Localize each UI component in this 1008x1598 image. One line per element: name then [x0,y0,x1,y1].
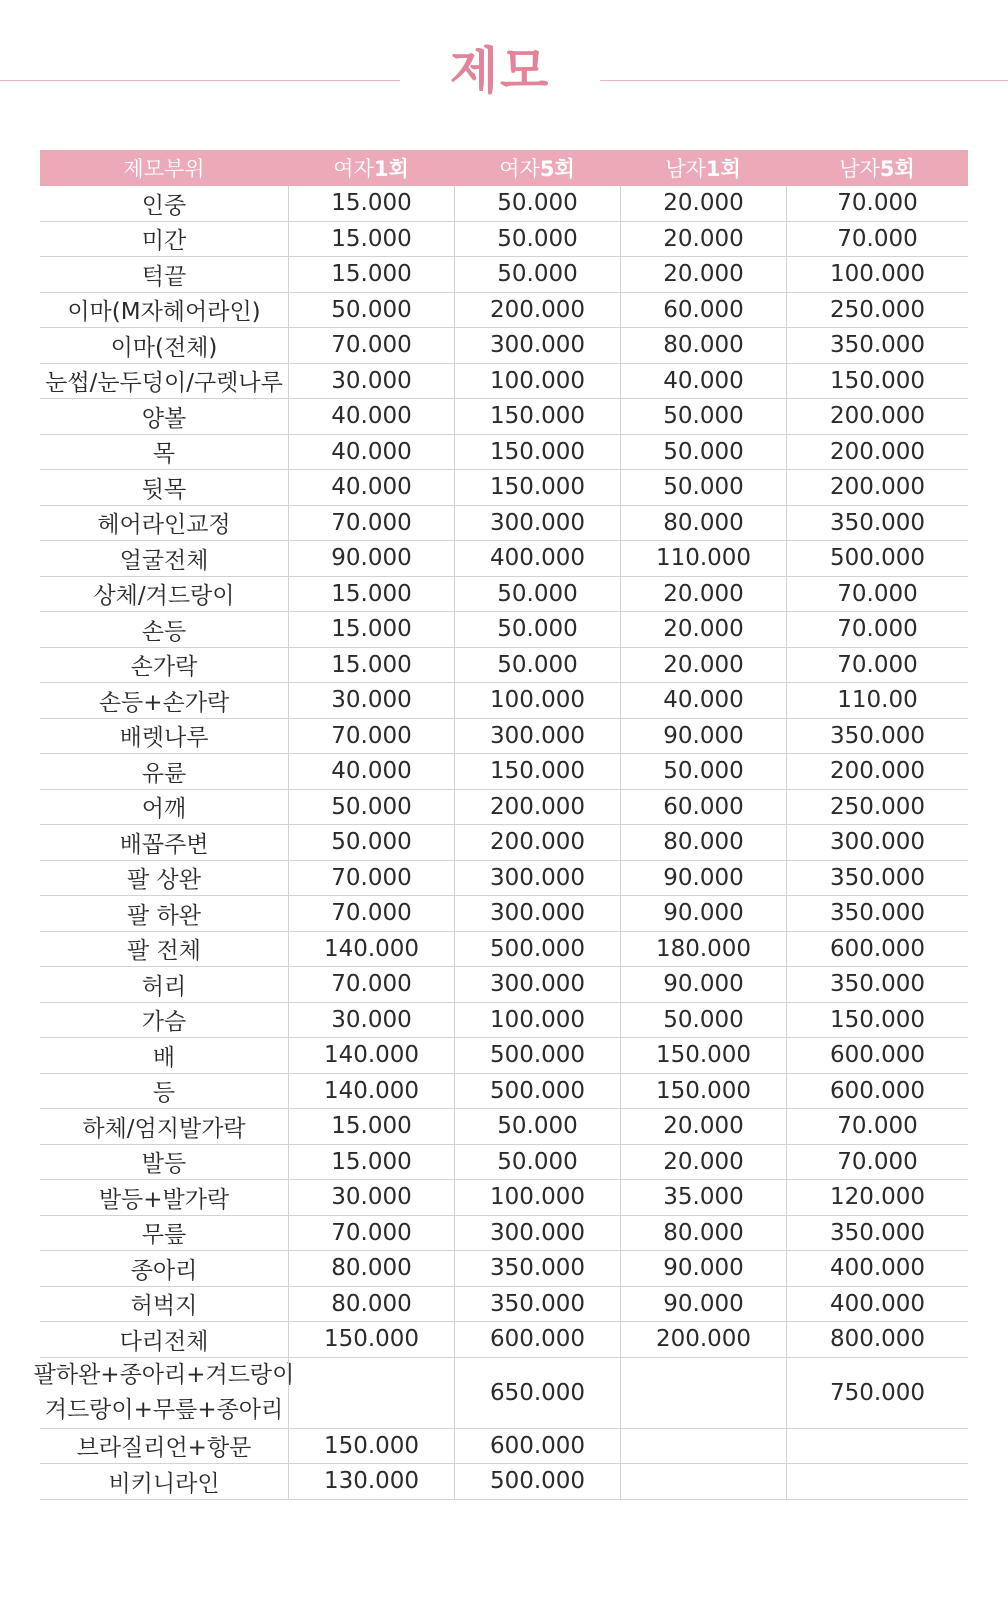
female-5-cell: 100.000 [454,364,620,399]
male-5-cell: 200.000 [786,754,968,789]
male-1-cell [620,1429,786,1464]
female-1-cell: 40.000 [288,435,454,470]
female-1-cell: 130.000 [288,1464,454,1499]
table-row [40,1180,968,1216]
female-5-cell: 200.000 [454,790,620,825]
table-row [40,1322,968,1358]
table-row [40,470,968,506]
table-row [40,754,968,790]
area-cell: 미간 [141,228,187,255]
male-1-cell: 50.000 [620,1003,786,1038]
male-1-cell: 50.000 [620,470,786,505]
table-row [40,1145,968,1181]
area-cell: 무릎 [141,1222,187,1249]
female-5-cell: 200.000 [454,825,620,860]
table-row [40,1287,968,1323]
female-5-cell: 50.000 [454,648,620,683]
female-5-cell: 400.000 [454,541,620,576]
female-1-cell: 150.000 [288,1322,454,1357]
female-1-cell: 80.000 [288,1251,454,1286]
male-5-cell: 120.000 [786,1180,968,1215]
table-tail [40,1429,968,1500]
table-row [40,896,968,932]
header-male-1: 남자 1회 [665,157,741,181]
table-row [40,1003,968,1039]
female-1-cell: 140.000 [288,1074,454,1109]
area-cell: 팔 상완 [127,867,201,894]
male-5-cell: 200.000 [786,470,968,505]
male-1-cell: 20.000 [620,186,786,221]
male-5-cell: 400.000 [786,1287,968,1322]
female-1-cell: 150.000 [288,1429,454,1464]
male-1-cell: 40.000 [620,364,786,399]
female-1-cell: 15.000 [288,1145,454,1180]
female-1-cell: 70.000 [288,967,454,1002]
female-5-cell: 150.000 [454,754,620,789]
table-row [40,683,968,719]
male-5-cell: 250.000 [786,293,968,328]
male-5-cell: 150.000 [786,364,968,399]
female-5-cell: 50.000 [454,577,620,612]
male-5-cell: 250.000 [786,790,968,825]
area-cell: 손등 [141,618,187,645]
area-cell: 얼굴전체 [119,547,209,574]
female-1-cell: 15.000 [288,648,454,683]
female-5-cell: 50.000 [454,1109,620,1144]
area-cell: 등 [152,1080,176,1107]
male-5-cell: 350.000 [786,719,968,754]
female-5-cell: 300.000 [454,506,620,541]
male-1-cell: 180.000 [620,932,786,967]
area-cell: 턱끝 [141,263,187,290]
male-5-cell: 400.000 [786,1251,968,1286]
area-cell: 발등 [141,1151,187,1178]
male-1-cell: 90.000 [620,861,786,896]
male-5-cell: 350.000 [786,506,968,541]
female-1-cell: 70.000 [288,861,454,896]
male-1-cell: 20.000 [620,1145,786,1180]
female-5-cell: 50.000 [454,222,620,257]
table-row [40,861,968,897]
female-1-cell: 70.000 [288,1216,454,1251]
male-1-cell: 50.000 [620,399,786,434]
area-cell: 허벅지 [130,1293,198,1320]
area-cell: 이마(전체) [110,334,218,361]
table-row [40,577,968,613]
male-5-cell: 600.000 [786,932,968,967]
female-1-cell: 80.000 [288,1287,454,1322]
area-cell: 다리전체 [119,1328,209,1355]
area-cell: 뒷목 [141,476,187,503]
male-1-cell: 20.000 [620,257,786,292]
table-row [40,293,968,329]
table-row [40,932,968,968]
title-area [0,40,1008,120]
male-5-cell: 70.000 [786,186,968,221]
table-row [40,719,968,755]
male-5-cell: 200.000 [786,399,968,434]
table-row [40,364,968,400]
female-5-cell: 300.000 [454,861,620,896]
table-row [40,1216,968,1252]
male-1-cell: 80.000 [620,825,786,860]
table-row [40,328,968,364]
female-5-cell: 300.000 [454,896,620,931]
female-5-cell: 500.000 [454,1038,620,1073]
female-1-cell: 30.000 [288,1180,454,1215]
table-row [40,612,968,648]
table-row [40,541,968,577]
table-row [40,790,968,826]
female-5-cell: 350.000 [454,1251,620,1286]
male-5-cell: 200.000 [786,435,968,470]
male-1-cell: 150.000 [620,1038,786,1073]
male-5-cell: 110.00 [786,683,968,718]
area-cell: 이마(M자헤어라인) [67,299,261,326]
female-1-cell: 15.000 [288,257,454,292]
female-1-cell: 30.000 [288,1003,454,1038]
area-cell: 팔 하완 [127,902,201,929]
area-cell: 배 [152,1044,176,1071]
area-cell: 어깨 [141,796,187,823]
female-5-cell: 350.000 [454,1287,620,1322]
area-cell: 브라질리언+항문 [76,1435,252,1462]
area-cell: 배꼽주변 [119,831,209,858]
female-5-cell: 50.000 [454,257,620,292]
male-5-cell: 300.000 [786,825,968,860]
female-5-cell: 300.000 [454,719,620,754]
female-1-cell: 30.000 [288,683,454,718]
male-1-cell [620,1464,786,1499]
female-1-cell: 140.000 [288,932,454,967]
table-body [40,186,968,1358]
female-5-cell: 50.000 [454,612,620,647]
male-1-cell: 90.000 [620,967,786,1002]
area-cell: 하체/엄지발가락 [82,1115,246,1142]
female-1-cell: 90.000 [288,541,454,576]
area-cell: 인중 [141,192,187,219]
package-male-1 [620,1358,786,1428]
male-1-cell: 20.000 [620,1109,786,1144]
area-cell: 발등+발가락 [98,1186,230,1213]
female-5-cell: 100.000 [454,1180,620,1215]
package-area: 팔하완+종아리+겨드랑이 겨드랑이+무릎+종아리 [33,1361,295,1423]
male-1-cell: 80.000 [620,1216,786,1251]
male-5-cell: 70.000 [786,648,968,683]
table-row [40,1109,968,1145]
female-5-cell: 500.000 [454,1464,620,1499]
area-cell: 배렛나루 [119,725,209,752]
male-1-cell: 20.000 [620,577,786,612]
female-5-cell: 50.000 [454,186,620,221]
table-row [40,506,968,542]
female-5-cell: 600.000 [454,1322,620,1357]
male-1-cell: 35.000 [620,1180,786,1215]
female-1-cell: 50.000 [288,293,454,328]
female-1-cell: 15.000 [288,1109,454,1144]
area-cell: 허리 [141,973,187,1000]
header-female-1: 여자 1회 [333,157,409,181]
male-1-cell: 20.000 [620,648,786,683]
female-1-cell: 70.000 [288,328,454,363]
male-1-cell: 40.000 [620,683,786,718]
female-5-cell: 150.000 [454,399,620,434]
female-1-cell: 50.000 [288,790,454,825]
table-row [40,399,968,435]
area-cell: 손가락 [130,654,198,681]
female-1-cell: 15.000 [288,612,454,647]
female-1-cell: 15.000 [288,222,454,257]
female-5-cell: 200.000 [454,293,620,328]
male-1-cell: 60.000 [620,790,786,825]
female-5-cell: 50.000 [454,1145,620,1180]
male-5-cell: 600.000 [786,1038,968,1073]
area-cell: 비키니라인 [108,1470,220,1497]
male-1-cell: 150.000 [620,1074,786,1109]
package-row [33,1358,968,1429]
area-cell: 가슴 [141,1009,187,1036]
male-1-cell: 110.000 [620,541,786,576]
area-cell: 유륜 [141,760,187,787]
title-divider-left [0,80,400,81]
male-5-cell [786,1464,968,1499]
male-5-cell: 600.000 [786,1074,968,1109]
female-1-cell: 40.000 [288,399,454,434]
table-row [40,222,968,258]
male-1-cell: 20.000 [620,222,786,257]
area-cell: 종아리 [130,1257,198,1284]
table-header [40,150,968,186]
female-5-cell: 300.000 [454,967,620,1002]
male-1-cell: 50.000 [620,435,786,470]
page-title: 제모 [449,42,551,100]
price-table [33,150,968,1500]
male-5-cell: 350.000 [786,328,968,363]
area-cell: 목 [152,441,176,468]
female-5-cell: 300.000 [454,328,620,363]
area-cell: 눈썹/눈두덩이/구렛나루 [45,370,283,397]
female-1-cell: 40.000 [288,470,454,505]
table-row [40,825,968,861]
area-cell: 팔 전체 [127,938,201,965]
table-row [40,1038,968,1074]
male-1-cell: 80.000 [620,328,786,363]
title-divider-right [600,80,1008,81]
package-female-1 [288,1358,454,1428]
male-1-cell: 20.000 [620,612,786,647]
female-5-cell: 150.000 [454,435,620,470]
male-5-cell: 70.000 [786,577,968,612]
male-5-cell [786,1429,968,1464]
table-row [40,435,968,471]
male-5-cell: 500.000 [786,541,968,576]
female-5-cell: 500.000 [454,1074,620,1109]
package-male-5: 750.000 [786,1358,968,1428]
male-5-cell: 350.000 [786,896,968,931]
area-cell: 양볼 [141,405,187,432]
table-row [40,1464,968,1500]
female-1-cell: 140.000 [288,1038,454,1073]
female-5-cell: 500.000 [454,932,620,967]
table-row [40,1429,968,1465]
male-1-cell: 50.000 [620,754,786,789]
female-1-cell: 50.000 [288,825,454,860]
male-1-cell: 60.000 [620,293,786,328]
male-5-cell: 70.000 [786,222,968,257]
table-row [40,648,968,684]
female-1-cell: 40.000 [288,754,454,789]
table-row [40,967,968,1003]
female-1-cell: 70.000 [288,896,454,931]
header-female-5: 여자 5회 [499,157,575,181]
table-row [40,1251,968,1287]
male-1-cell: 90.000 [620,1287,786,1322]
female-1-cell: 15.000 [288,577,454,612]
male-1-cell: 80.000 [620,506,786,541]
male-5-cell: 350.000 [786,1216,968,1251]
male-5-cell: 150.000 [786,1003,968,1038]
female-1-cell: 15.000 [288,186,454,221]
female-1-cell: 70.000 [288,719,454,754]
female-5-cell: 100.000 [454,683,620,718]
package-female-5: 650.000 [454,1358,620,1428]
male-5-cell: 100.000 [786,257,968,292]
female-5-cell: 300.000 [454,1216,620,1251]
male-5-cell: 70.000 [786,1145,968,1180]
area-cell: 상체/겨드랑이 [93,583,235,610]
header-area: 제모부위 [123,157,205,181]
male-5-cell: 70.000 [786,1109,968,1144]
table-row [40,186,968,222]
female-1-cell: 70.000 [288,506,454,541]
male-5-cell: 350.000 [786,861,968,896]
header-male-5: 남자 5회 [839,157,915,181]
male-1-cell: 90.000 [620,896,786,931]
male-5-cell: 70.000 [786,612,968,647]
male-1-cell: 90.000 [620,1251,786,1286]
female-1-cell: 30.000 [288,364,454,399]
area-cell: 손등+손가락 [98,689,230,716]
female-5-cell: 100.000 [454,1003,620,1038]
table-row [40,1074,968,1110]
male-5-cell: 800.000 [786,1322,968,1357]
table-row [40,257,968,293]
male-5-cell: 350.000 [786,967,968,1002]
male-1-cell: 200.000 [620,1322,786,1357]
female-5-cell: 150.000 [454,470,620,505]
female-5-cell: 600.000 [454,1429,620,1464]
area-cell: 헤어라인교정 [97,512,231,539]
male-1-cell: 90.000 [620,719,786,754]
